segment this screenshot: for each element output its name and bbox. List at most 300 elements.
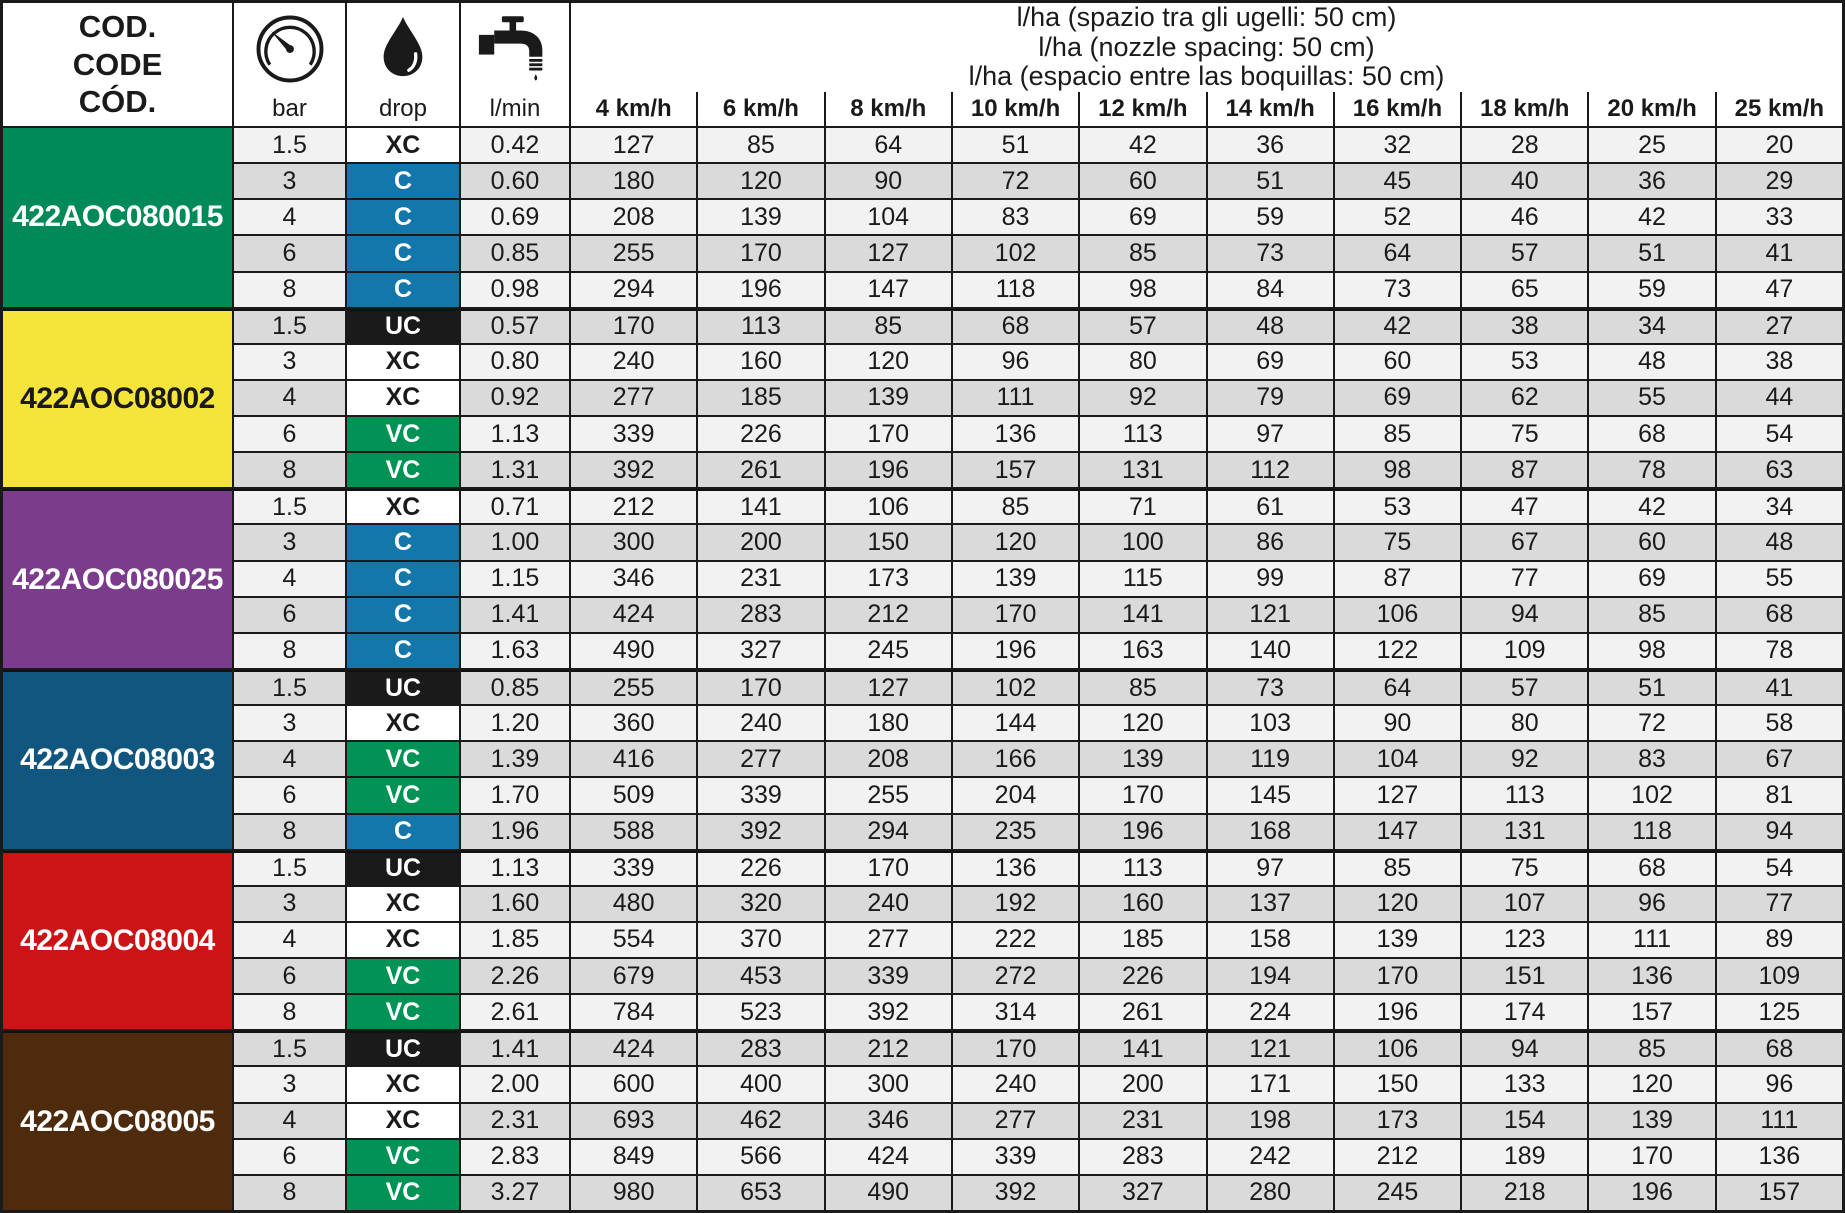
- lha-value-cell: 102: [1589, 778, 1714, 812]
- drop-class-cell: UC: [347, 851, 459, 885]
- drop-class-cell: VC: [347, 1140, 459, 1174]
- lha-value-cell: 158: [1208, 923, 1333, 957]
- lha-value-cell: 51: [953, 128, 1078, 162]
- lha-value-cell: 145: [1208, 778, 1333, 812]
- lha-value-cell: 127: [826, 236, 951, 270]
- lha-value-cell: 85: [698, 128, 823, 162]
- lha-value-cell: 339: [698, 778, 823, 812]
- lha-value-cell: 140: [1208, 634, 1333, 668]
- bar-cell: 8: [234, 1176, 345, 1210]
- drop-class-cell: VC: [347, 959, 459, 993]
- lha-value-cell: 48: [1208, 309, 1333, 343]
- lha-value-cell: 121: [1208, 1031, 1333, 1065]
- lha-value-cell: 693: [571, 1104, 696, 1138]
- lha-value-cell: 170: [953, 1031, 1078, 1065]
- lha-value-cell: 48: [1589, 345, 1714, 379]
- bar-cell: 1.5: [234, 128, 345, 162]
- lha-value-cell: 173: [826, 562, 951, 596]
- bar-cell: 1.5: [234, 1031, 345, 1065]
- code-cell: 422AOC08003: [3, 670, 232, 849]
- lha-value-cell: 196: [953, 634, 1078, 668]
- lha-value-cell: 85: [1080, 236, 1205, 270]
- lha-value-cell: 25: [1589, 128, 1714, 162]
- lha-value-cell: 208: [826, 742, 951, 776]
- drop-class-cell: XC: [347, 887, 459, 921]
- bar-cell: 4: [234, 1104, 345, 1138]
- drop-class-cell: C: [347, 525, 459, 559]
- code-cell: 422AOC08002: [3, 309, 232, 488]
- lha-value-cell: 127: [1335, 778, 1460, 812]
- lha-value-cell: 554: [571, 923, 696, 957]
- lha-value-cell: 294: [571, 273, 696, 307]
- lha-value-cell: 60: [1335, 345, 1460, 379]
- lha-value-cell: 127: [826, 670, 951, 704]
- lha-value-cell: 523: [698, 995, 823, 1029]
- lha-value-cell: 42: [1589, 200, 1714, 234]
- lha-value-cell: 218: [1462, 1176, 1587, 1210]
- lha-value-cell: 55: [1717, 562, 1842, 596]
- bar-cell: 8: [234, 634, 345, 668]
- lha-value-cell: 62: [1462, 381, 1587, 415]
- lha-value-cell: 120: [698, 164, 823, 198]
- bar-cell: 8: [234, 273, 345, 307]
- lha-value-cell: 34: [1717, 489, 1842, 523]
- lha-value-cell: 96: [1589, 887, 1714, 921]
- speed-column-header: 16 km/h: [1335, 92, 1460, 126]
- pressure-gauge-icon: [254, 13, 326, 85]
- lha-value-cell: 198: [1208, 1104, 1333, 1138]
- lha-value-cell: 87: [1335, 562, 1460, 596]
- lha-value-cell: 54: [1717, 417, 1842, 451]
- lha-value-cell: 84: [1208, 273, 1333, 307]
- lha-value-cell: 52: [1335, 200, 1460, 234]
- lha-value-cell: 208: [571, 200, 696, 234]
- lha-value-cell: 98: [1589, 634, 1714, 668]
- lha-value-cell: 72: [1589, 706, 1714, 740]
- lha-value-cell: 242: [1208, 1140, 1333, 1174]
- lmin-cell: 0.98: [461, 273, 569, 307]
- lha-value-cell: 67: [1462, 525, 1587, 559]
- lha-value-cell: 200: [1080, 1067, 1205, 1101]
- lha-value-cell: 96: [1717, 1067, 1842, 1101]
- lha-value-cell: 90: [1335, 706, 1460, 740]
- lha-value-cell: 400: [698, 1067, 823, 1101]
- lha-value-cell: 80: [1462, 706, 1587, 740]
- lha-value-cell: 118: [953, 273, 1078, 307]
- lha-value-cell: 226: [698, 417, 823, 451]
- lha-value-cell: 173: [1335, 1104, 1460, 1138]
- lha-value-cell: 566: [698, 1140, 823, 1174]
- lha-value-cell: 196: [1080, 815, 1205, 849]
- code-cell: 422AOC080015: [3, 128, 232, 307]
- lha-value-cell: 45: [1335, 164, 1460, 198]
- bar-cell: 3: [234, 1067, 345, 1101]
- lha-value-cell: 277: [826, 923, 951, 957]
- lha-value-cell: 86: [1208, 525, 1333, 559]
- lha-value-cell: 44: [1717, 381, 1842, 415]
- lha-value-cell: 68: [1589, 851, 1714, 885]
- lha-value-cell: 53: [1462, 345, 1587, 379]
- lha-value-cell: 462: [698, 1104, 823, 1138]
- lha-value-cell: 139: [826, 381, 951, 415]
- lha-value-cell: 240: [826, 887, 951, 921]
- lha-value-cell: 92: [1462, 742, 1587, 776]
- lha-value-cell: 96: [953, 345, 1078, 379]
- lha-value-cell: 255: [571, 670, 696, 704]
- lha-value-cell: 170: [826, 851, 951, 885]
- speed-column-header: 18 km/h: [1462, 92, 1587, 126]
- lmin-cell: 1.00: [461, 525, 569, 559]
- lha-value-cell: 139: [1589, 1104, 1714, 1138]
- lha-value-cell: 277: [571, 381, 696, 415]
- lha-value-cell: 339: [826, 959, 951, 993]
- lha-value-cell: 42: [1589, 489, 1714, 523]
- lha-value-cell: 204: [953, 778, 1078, 812]
- lha-value-cell: 80: [1080, 345, 1205, 379]
- lha-value-cell: 85: [953, 489, 1078, 523]
- lha-value-cell: 69: [1208, 345, 1333, 379]
- lha-value-cell: 136: [953, 851, 1078, 885]
- nozzle-spacing-note: [571, 3, 1842, 92]
- lha-value-cell: 231: [698, 562, 823, 596]
- lha-value-cell: 127: [571, 128, 696, 162]
- bar-cell: 4: [234, 200, 345, 234]
- lha-value-cell: 157: [1589, 995, 1714, 1029]
- lha-value-cell: 36: [1589, 164, 1714, 198]
- lha-value-cell: 42: [1335, 309, 1460, 343]
- speed-column-header: 4 km/h: [595, 95, 672, 123]
- lha-value-cell: 99: [1208, 562, 1333, 596]
- lha-value-cell: 38: [1717, 345, 1842, 379]
- drop-class-cell: C: [347, 236, 459, 270]
- lha-value-cell: 453: [698, 959, 823, 993]
- lha-value-cell: 98: [1335, 453, 1460, 487]
- code-header-line: CÓD.: [78, 84, 157, 120]
- drop-class-cell: XC: [347, 128, 459, 162]
- lha-value-cell: 235: [953, 815, 1078, 849]
- lha-value-cell: 59: [1208, 200, 1333, 234]
- lha-value-cell: 69: [1335, 381, 1460, 415]
- lha-value-cell: 261: [698, 453, 823, 487]
- lha-value-cell: 588: [571, 815, 696, 849]
- lha-value-cell: 85: [1335, 851, 1460, 885]
- lha-value-cell: 120: [953, 525, 1078, 559]
- lha-value-cell: 20: [1717, 128, 1842, 162]
- lha-value-cell: 68: [953, 309, 1078, 343]
- lha-value-cell: 200: [698, 525, 823, 559]
- bar-cell: 4: [234, 562, 345, 596]
- lmin-cell: 1.70: [461, 778, 569, 812]
- lha-value-cell: 120: [826, 345, 951, 379]
- lmin-cell: 2.00: [461, 1067, 569, 1101]
- lha-value-cell: 71: [1080, 489, 1205, 523]
- bar-cell: 4: [234, 742, 345, 776]
- lha-value-cell: 231: [1080, 1104, 1205, 1138]
- drop-class-cell: C: [347, 815, 459, 849]
- lha-value-cell: 170: [1335, 959, 1460, 993]
- lha-value-cell: 196: [1335, 995, 1460, 1029]
- drop-class-cell: C: [347, 634, 459, 668]
- speed-column-header: 6 km/h: [698, 92, 823, 126]
- drop-class-cell: UC: [347, 309, 459, 343]
- lha-value-cell: 40: [1462, 164, 1587, 198]
- bar-cell: 1.5: [234, 670, 345, 704]
- drop-class-cell: UC: [347, 670, 459, 704]
- lha-value-cell: 137: [1208, 887, 1333, 921]
- code-cell: 422AOC08004: [3, 851, 232, 1030]
- lmin-cell: 2.61: [461, 995, 569, 1029]
- lha-value-cell: 222: [953, 923, 1078, 957]
- lha-value-cell: 490: [571, 634, 696, 668]
- lha-value-cell: 73: [1208, 236, 1333, 270]
- lmin-cell: 1.20: [461, 706, 569, 740]
- lha-value-cell: 980: [571, 1176, 696, 1210]
- drop-class-cell: C: [347, 200, 459, 234]
- lmin-cell: 0.69: [461, 200, 569, 234]
- lha-value-cell: 136: [953, 417, 1078, 451]
- drop-column-header: [347, 3, 459, 126]
- lha-value-cell: 154: [1462, 1104, 1587, 1138]
- lha-value-cell: 113: [698, 309, 823, 343]
- lha-value-cell: 83: [1589, 742, 1714, 776]
- lha-value-cell: 139: [953, 562, 1078, 596]
- lha-value-cell: 150: [826, 525, 951, 559]
- bar-cell: 1.5: [234, 851, 345, 885]
- lha-value-cell: 185: [698, 381, 823, 415]
- lha-value-cell: 113: [1080, 417, 1205, 451]
- lha-value-cell: 339: [571, 417, 696, 451]
- drop-class-cell: XC: [347, 345, 459, 379]
- spacing-line-it: l/ha (spazio tra gli ugelli: 50 cm): [1016, 2, 1397, 32]
- lha-value-cell: 65: [1462, 273, 1587, 307]
- speed-column-header: 25 km/h: [1717, 92, 1842, 126]
- lmin-cell: 1.60: [461, 887, 569, 921]
- lmin-cell: 1.41: [461, 598, 569, 632]
- lha-value-cell: 280: [1208, 1176, 1333, 1210]
- lha-value-cell: 85: [826, 309, 951, 343]
- lha-value-cell: 81: [1717, 778, 1842, 812]
- lha-value-cell: 68: [1717, 598, 1842, 632]
- lha-value-cell: 90: [826, 164, 951, 198]
- lha-value-cell: 277: [953, 1104, 1078, 1138]
- lha-value-cell: 136: [1589, 959, 1714, 993]
- lha-value-cell: 327: [1080, 1176, 1205, 1210]
- lha-value-cell: 160: [1080, 887, 1205, 921]
- drop-class-cell: XC: [347, 381, 459, 415]
- lha-value-cell: 119: [1208, 742, 1333, 776]
- drop-class-cell: XC: [347, 1067, 459, 1101]
- lha-value-cell: 51: [1589, 236, 1714, 270]
- lha-value-cell: 392: [826, 995, 951, 1029]
- bar-cell: 6: [234, 959, 345, 993]
- drop-class-cell: VC: [347, 1176, 459, 1210]
- lha-value-cell: 480: [571, 887, 696, 921]
- lmin-cell: 0.80: [461, 345, 569, 379]
- lha-value-cell: 192: [953, 887, 1078, 921]
- lha-value-cell: 151: [1462, 959, 1587, 993]
- speed-column-header: 10 km/h: [953, 92, 1078, 126]
- lha-value-cell: 32: [1335, 128, 1460, 162]
- lmin-cell: 0.57: [461, 309, 569, 343]
- bar-cell: 3: [234, 706, 345, 740]
- drop-class-cell: XC: [347, 1104, 459, 1138]
- speed-header-row: [571, 92, 1842, 126]
- lha-value-cell: 115: [1080, 562, 1205, 596]
- lha-value-cell: 144: [953, 706, 1078, 740]
- code-cell: 422AOC08005: [3, 1031, 232, 1210]
- lha-value-cell: 339: [571, 851, 696, 885]
- lha-value-cell: 174: [1462, 995, 1587, 1029]
- lha-value-cell: 107: [1462, 887, 1587, 921]
- lha-value-cell: 226: [698, 851, 823, 885]
- bar-cell: 1.5: [234, 309, 345, 343]
- lha-value-cell: 370: [698, 923, 823, 957]
- lha-value-cell: 68: [1717, 1031, 1842, 1065]
- lha-value-cell: 33: [1717, 200, 1842, 234]
- lha-value-cell: 111: [1717, 1104, 1842, 1138]
- lha-value-cell: 75: [1462, 851, 1587, 885]
- lha-value-cell: 283: [1080, 1140, 1205, 1174]
- lha-value-cell: 170: [698, 236, 823, 270]
- lmin-cell: 0.85: [461, 670, 569, 704]
- drop-class-cell: C: [347, 164, 459, 198]
- lha-value-cell: 27: [1717, 309, 1842, 343]
- bar-cell: 6: [234, 1140, 345, 1174]
- lha-value-cell: 61: [1208, 489, 1333, 523]
- lha-value-cell: 85: [1589, 1031, 1714, 1065]
- drop-label: drop: [378, 95, 428, 122]
- lha-value-cell: 106: [1335, 1031, 1460, 1065]
- bar-cell: 8: [234, 453, 345, 487]
- lmin-cell: 1.13: [461, 417, 569, 451]
- lha-value-cell: 120: [1335, 887, 1460, 921]
- code-column-header: [3, 3, 232, 126]
- lha-value-cell: 212: [1335, 1140, 1460, 1174]
- lha-value-cell: 87: [1462, 453, 1587, 487]
- bar-cell: 4: [234, 381, 345, 415]
- lmin-cell: 1.41: [461, 1031, 569, 1065]
- lha-value-cell: 131: [1080, 453, 1205, 487]
- lha-value-cell: 392: [953, 1176, 1078, 1210]
- lha-value-cell: 106: [826, 489, 951, 523]
- lha-value-cell: 346: [571, 562, 696, 596]
- lha-value-cell: 170: [826, 417, 951, 451]
- lha-value-cell: 240: [698, 706, 823, 740]
- lmin-cell: 2.83: [461, 1140, 569, 1174]
- lha-value-cell: 113: [1080, 851, 1205, 885]
- lha-value-cell: 64: [1335, 670, 1460, 704]
- lha-value-cell: 212: [826, 598, 951, 632]
- lha-value-cell: 48: [1717, 525, 1842, 559]
- lmin-cell: 0.85: [461, 236, 569, 270]
- lha-value-cell: 283: [698, 598, 823, 632]
- lha-value-cell: 57: [1462, 236, 1587, 270]
- lha-value-cell: 28: [1462, 128, 1587, 162]
- lha-value-cell: 339: [953, 1140, 1078, 1174]
- lha-value-cell: 277: [698, 742, 823, 776]
- lha-value-cell: 85: [1589, 598, 1714, 632]
- lha-value-cell: 60: [1080, 164, 1205, 198]
- lha-value-cell: 78: [1717, 634, 1842, 668]
- drop-class-cell: VC: [347, 453, 459, 487]
- lha-value-cell: 63: [1717, 453, 1842, 487]
- lha-value-cell: 51: [1589, 670, 1714, 704]
- drop-class-cell: XC: [347, 489, 459, 523]
- lha-value-cell: 150: [1335, 1067, 1460, 1101]
- lmin-label: l/min: [489, 95, 541, 122]
- lha-value-cell: 509: [571, 778, 696, 812]
- lha-value-cell: 490: [826, 1176, 951, 1210]
- code-header-line: COD.: [78, 8, 157, 44]
- lha-value-cell: 245: [1335, 1176, 1460, 1210]
- lha-value-cell: 416: [571, 742, 696, 776]
- lha-value-cell: 194: [1208, 959, 1333, 993]
- bar-cell: 3: [234, 525, 345, 559]
- spacing-line-en: l/ha (nozzle spacing: 50 cm): [1038, 31, 1375, 62]
- lha-value-cell: 75: [1335, 525, 1460, 559]
- lha-value-cell: 139: [1335, 923, 1460, 957]
- lha-value-cell: 53: [1335, 489, 1460, 523]
- lha-value-cell: 157: [953, 453, 1078, 487]
- drop-class-cell: XC: [347, 706, 459, 740]
- lmin-cell: 0.92: [461, 381, 569, 415]
- lha-value-cell: 94: [1462, 1031, 1587, 1065]
- lmin-cell: 0.71: [461, 489, 569, 523]
- drop-class-cell: VC: [347, 995, 459, 1029]
- lmin-cell: 1.63: [461, 634, 569, 668]
- drop-class-cell: VC: [347, 742, 459, 776]
- lha-value-cell: 196: [698, 273, 823, 307]
- lha-value-cell: 64: [826, 128, 951, 162]
- code-cell: 422AOC080025: [3, 489, 232, 668]
- lha-value-cell: 60: [1589, 525, 1714, 559]
- code-header-line: CODE: [72, 46, 163, 82]
- lha-value-cell: 157: [1717, 1176, 1842, 1210]
- drop-class-cell: VC: [347, 778, 459, 812]
- lha-value-cell: 97: [1208, 417, 1333, 451]
- bar-cell: 6: [234, 236, 345, 270]
- lha-value-cell: 98: [1080, 273, 1205, 307]
- lha-value-cell: 102: [953, 236, 1078, 270]
- lha-value-cell: 849: [571, 1140, 696, 1174]
- lha-value-cell: 170: [1589, 1140, 1714, 1174]
- lmin-cell: 1.13: [461, 851, 569, 885]
- lha-value-cell: 139: [1080, 742, 1205, 776]
- lha-value-cell: 360: [571, 706, 696, 740]
- lha-value-cell: 147: [1335, 815, 1460, 849]
- lha-value-cell: 240: [953, 1067, 1078, 1101]
- lha-value-cell: 69: [1589, 562, 1714, 596]
- lha-value-cell: 104: [1335, 742, 1460, 776]
- lha-value-cell: 41: [1717, 670, 1842, 704]
- lmin-cell: 1.15: [461, 562, 569, 596]
- lha-value-cell: 170: [698, 670, 823, 704]
- lha-value-cell: 97: [1208, 851, 1333, 885]
- lha-value-cell: 147: [826, 273, 951, 307]
- lha-value-cell: 78: [1589, 453, 1714, 487]
- lha-value-cell: 171: [1208, 1067, 1333, 1101]
- spacing-line-es: l/ha (espacio entre las boquillas: 50 cm): [968, 61, 1445, 92]
- speed-column-header: 12 km/h: [1080, 92, 1205, 126]
- lha-value-cell: 261: [1080, 995, 1205, 1029]
- lha-value-cell: 68: [1589, 417, 1714, 451]
- lha-value-cell: 327: [698, 634, 823, 668]
- lha-value-cell: 73: [1335, 273, 1460, 307]
- lha-value-cell: 55: [1589, 381, 1714, 415]
- lmin-cell: 1.96: [461, 815, 569, 849]
- drop-class-cell: XC: [347, 923, 459, 957]
- lha-value-cell: 36: [1208, 128, 1333, 162]
